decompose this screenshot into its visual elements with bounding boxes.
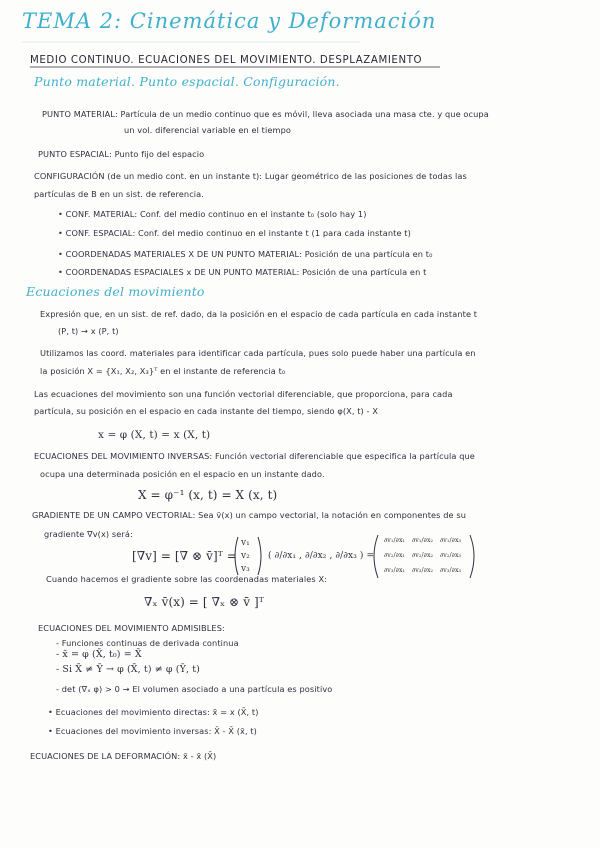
section-heading-punto: Punto material. Punto espacial. Configuración. bbox=[34, 74, 340, 89]
cuando-formula: ∇̄ₓ v̄(x) = [ ∇̄ₓ ⊗ v̄ ]ᵀ bbox=[144, 595, 264, 609]
inversas-ecu-line: • Ecuaciones del movimiento inversas: X̄ - X̄ (x̄, t) bbox=[48, 726, 257, 736]
matrix-right-paren bbox=[470, 535, 474, 578]
ec-mov-formula: x = φ (X, t) = x (X, t) bbox=[98, 429, 211, 441]
vector-v2: v₂ bbox=[241, 551, 250, 561]
admisibles-item-4: - det (∇̄ₓ φ) > 0 → El volumen asociado a una partícula es positivo bbox=[56, 684, 333, 694]
matrix-cell-21: ∂v₂/∂x₁ bbox=[384, 552, 406, 559]
ec-mov-line1: Las ecuaciones del movimiento son una función vectorial diferenciable, que proporciona, para cada bbox=[34, 389, 453, 399]
conf-espacial-item: • CONF. ESPACIAL: Conf. del medio continuo en el instante t (1 para cada instante t) bbox=[58, 228, 411, 238]
matrix-left-paren bbox=[374, 535, 378, 578]
page-title: TEMA 2: Cinemática y Deformación bbox=[22, 9, 437, 33]
configuracion-line1: CONFIGURACIÓN (de un medio cont. en un instante t): Lugar geométrico de las posiciones de todas las bbox=[34, 171, 467, 181]
directas-line: • Ecuaciones del movimiento directas: x̄ = x (X̄, t) bbox=[48, 707, 259, 717]
nabla-row: ( ∂/∂x₁ , ∂/∂x₂ , ∂/∂x₃ ) = bbox=[268, 551, 375, 561]
punto-material-line2: un vol. diferencial variable en el tiempo bbox=[124, 125, 291, 135]
utilizamos-line1: Utilizamos las coord. materiales para identificar cada partícula, pues solo puede haber una partícula en bbox=[40, 348, 476, 358]
admisibles-title: ECUACIONES DEL MOVIMIENTO ADMISIBLES: bbox=[38, 623, 225, 633]
matrix-cell-23: ∂v₂/∂x₃ bbox=[440, 552, 462, 559]
conf-material-item: • CONF. MATERIAL: Conf. del medio continuo en el instante t₀ (solo hay 1) bbox=[58, 209, 367, 219]
inversas-line1: ECUACIONES DEL MOVIMIENTO INVERSAS: Función vectorial diferenciable que especifica la partícula que bbox=[34, 451, 475, 461]
gradiente-lhs: [∇̄v] = [∇̄ ⊗ v̄]ᵀ = bbox=[132, 549, 238, 563]
admisibles-item-1: - Funciones continuas de derivada continua bbox=[56, 638, 239, 648]
coord-materiales-item: • COORDENADAS MATERIALES X DE UN PUNTO MATERIAL: Posición de una partícula en t₀ bbox=[58, 249, 433, 259]
page-subtitle: MEDIO CONTINUO. ECUACIONES DEL MOVIMIENTO. DESPLAZAMIENTO bbox=[30, 55, 423, 66]
matrix-cell-13: ∂v₁/∂x₃ bbox=[440, 537, 462, 544]
gradiente-line2: gradiente ∇̄v(x) será: bbox=[44, 529, 133, 539]
utilizamos-line2: la posición X = {X₁, X₂, X₃}ᵀ en el instante de referencia t₀ bbox=[40, 366, 286, 376]
matrix-cell-22: ∂v₂/∂x₂ bbox=[412, 552, 434, 559]
gradiente-line1: GRADIENTE DE UN CAMPO VECTORIAL: Sea v̄(x) un campo vectorial, la notación en componentes de su bbox=[32, 510, 467, 520]
inversas-formula: X = φ⁻¹ (x, t) = X (x, t) bbox=[138, 488, 278, 502]
matrix-cell-32: ∂v₃/∂x₂ bbox=[412, 567, 434, 574]
inversas-line2: ocupa una determinada posición en el espacio en un instante dado. bbox=[40, 469, 325, 479]
punto-espacial-line: PUNTO ESPACIAL: Punto fijo del espacio bbox=[38, 149, 205, 159]
vector-v3: v₃ bbox=[241, 564, 250, 574]
matrix-cell-31: ∂v₃/∂x₁ bbox=[384, 567, 406, 574]
admisibles-item-3: - Si X̄ ≠ Ȳ → φ (X̄, t) ≠ φ (Ȳ, t) bbox=[56, 664, 200, 675]
matrix-cell-12: ∂v₁/∂x₂ bbox=[412, 537, 434, 544]
vector-v1: v₁ bbox=[241, 538, 250, 548]
punto-material-line1: PUNTO MATERIAL: Partícula de un medio continuo que es móvil, lleva asociada una masa cte. y que ocupa bbox=[42, 109, 489, 119]
matrix-cell-33: ∂v₃/∂x₃ bbox=[440, 567, 462, 574]
ecuaciones-def-line2: (P, t) → x (P, t) bbox=[58, 326, 119, 336]
deformacion-line: ECUACIONES DE LA DEFORMACIÓN: x̄ - x̄ (X̄) bbox=[30, 751, 217, 761]
vector-right-brace bbox=[258, 537, 261, 575]
ec-mov-line2: partícula, su posición en el espacio en cada instante del tiempo, siendo φ(X, t) - X bbox=[34, 406, 379, 416]
cuando-line: Cuando hacemos el gradiente sobre las coordenadas materiales X: bbox=[46, 574, 328, 584]
section-heading-ecuaciones: Ecuaciones del movimiento bbox=[26, 284, 205, 299]
ecuaciones-def-line1: Expresión que, en un sist. de ref. dado, da la posición en el espacio de cada partícula en cada instante t bbox=[40, 309, 478, 319]
matrix-cell-11: ∂v₁/∂x₁ bbox=[384, 537, 406, 544]
admisibles-item-2: - x̄ = φ (X̄, t₀) = X̄ bbox=[56, 649, 142, 660]
configuracion-line2: partículas de B en un sist. de referencia. bbox=[34, 189, 204, 199]
coord-espaciales-item: • COORDENADAS ESPACIALES x DE UN PUNTO MATERIAL: Posición de una partícula en t bbox=[58, 267, 427, 277]
